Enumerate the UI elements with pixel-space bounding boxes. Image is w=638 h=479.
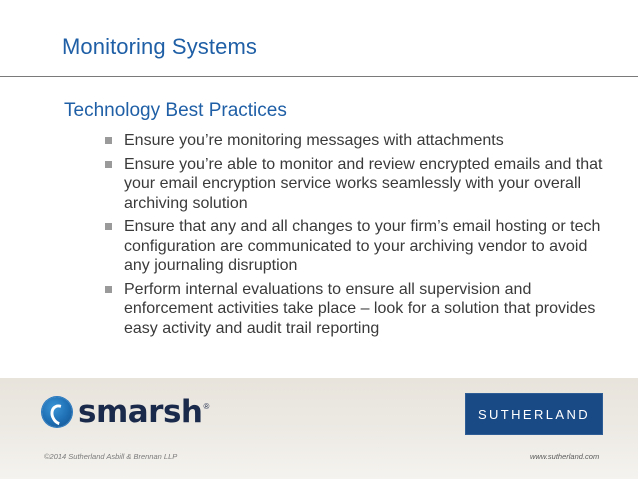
square-bullet-icon xyxy=(105,286,112,293)
smarsh-logo xyxy=(42,392,209,432)
square-bullet-icon xyxy=(105,137,112,144)
smarsh-logo-text: smarsh xyxy=(78,394,203,430)
registered-mark: ® xyxy=(203,402,210,411)
bullet-list xyxy=(94,131,614,342)
bullet-text: Ensure you’re monitoring messages with attachments xyxy=(124,132,504,149)
bullet-text: Ensure that any and all changes to your firm’s email hosting or tech configuration are communicated to your archiving vendor to avoid any journaling disruption xyxy=(124,218,601,274)
square-bullet-icon xyxy=(105,223,112,230)
sutherland-logo xyxy=(465,393,603,435)
copyright-notice: ©2014 Sutherland Asbill & Brennan LLP xyxy=(44,452,178,461)
website-url: www.sutherland.com xyxy=(530,452,600,461)
bullet-item xyxy=(94,280,614,339)
square-bullet-icon xyxy=(105,161,112,168)
sutherland-logo-text: SUTHERLAND xyxy=(477,406,591,422)
bullet-text: Ensure you’re able to monitor and review encrypted emails and that your email encryption service works seamlessly with your overall archiving solution xyxy=(124,155,603,212)
bullet-item xyxy=(94,131,614,151)
bullet-item xyxy=(94,155,614,214)
title-divider xyxy=(0,76,638,77)
bullet-item xyxy=(94,217,614,276)
slide-title: Monitoring Systems xyxy=(62,34,257,59)
smarsh-swirl-icon xyxy=(42,397,72,427)
bullet-text: Perform internal evaluations to ensure all supervision and enforcement activities take place – look for a solution that provides easy activity and audit trail reporting xyxy=(124,280,596,337)
section-subheading: Technology Best Practices xyxy=(64,100,287,121)
